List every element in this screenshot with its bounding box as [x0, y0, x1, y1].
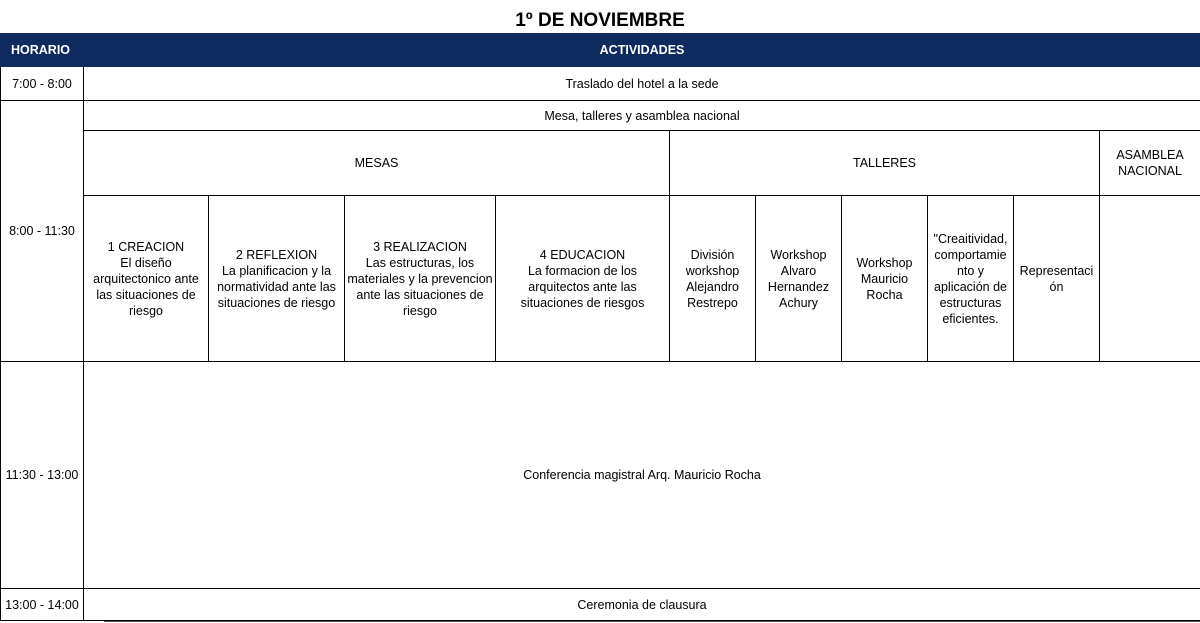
group-row — [1, 131, 1200, 196]
activity-cell: Conferencia magistral Arq. Mauricio Rocha — [84, 362, 1200, 589]
group-talleres: TALLERES — [670, 131, 1100, 196]
mesa-title: 1 CREACION — [107, 239, 185, 254]
schedule-table — [0, 33, 1200, 621]
time-cell: 13:00 - 14:00 — [1, 589, 84, 621]
mesa-cell — [496, 196, 670, 362]
mesa-cell — [345, 196, 496, 362]
activity-cell: Traslado del hotel a la sede — [84, 67, 1200, 101]
header-row — [1, 34, 1200, 67]
schedule-row — [1, 101, 1200, 131]
group-mesas: MESAS — [84, 131, 670, 196]
mesa-title: 4 EDUCACION — [539, 247, 626, 262]
mesa-desc: La formacion de los arquitectos ante las situaciones de riesgos — [520, 263, 645, 310]
activity-cell: Ceremonia de clausura — [84, 589, 1200, 621]
time-cell: 8:00 - 11:30 — [1, 101, 84, 362]
asamblea-cell — [1100, 196, 1200, 362]
taller-cell: Workshop Mauricio Rocha — [842, 196, 928, 362]
taller-cell: "Creaitividad, comportamie nto y aplicación de estructuras eficientes. — [928, 196, 1014, 362]
time-cell: 11:30 - 13:00 — [1, 362, 84, 589]
schedule-row — [1, 362, 1200, 589]
sheet-bottom-border — [104, 621, 1200, 622]
banner-cell: Mesa, talleres y asamblea nacional — [84, 101, 1200, 131]
mesa-desc: La planificacion y la normatividad ante las situaciones de riesgo — [217, 263, 336, 310]
taller-cell: Workshop Alvaro Hernandez Achury — [756, 196, 842, 362]
mesa-title: 2 REFLEXION — [235, 247, 318, 262]
header-actividades: ACTIVIDADES — [84, 34, 1200, 67]
mesa-cell — [84, 196, 209, 362]
taller-cell: División workshop Alejandro Restrepo — [670, 196, 756, 362]
mesa-title: 3 REALIZACION — [373, 239, 467, 254]
header-horario: HORARIO — [1, 34, 84, 67]
mesa-desc: Las estructuras, los materiales y la prevencion ante las situaciones de riesgo — [347, 255, 493, 318]
schedule-row — [1, 589, 1200, 621]
mesa-desc: El diseño arquitectonico ante las situaciones de riesgo — [93, 255, 199, 318]
time-cell: 7:00 - 8:00 — [1, 67, 84, 101]
schedule-row — [1, 67, 1200, 101]
group-asamblea: ASAMBLEA NACIONAL — [1100, 131, 1200, 196]
sessions-row — [1, 196, 1200, 362]
taller-cell: Representaci ón — [1014, 196, 1100, 362]
mesa-cell — [209, 196, 345, 362]
page-title: 1º DE NOVIEMBRE — [515, 10, 685, 31]
